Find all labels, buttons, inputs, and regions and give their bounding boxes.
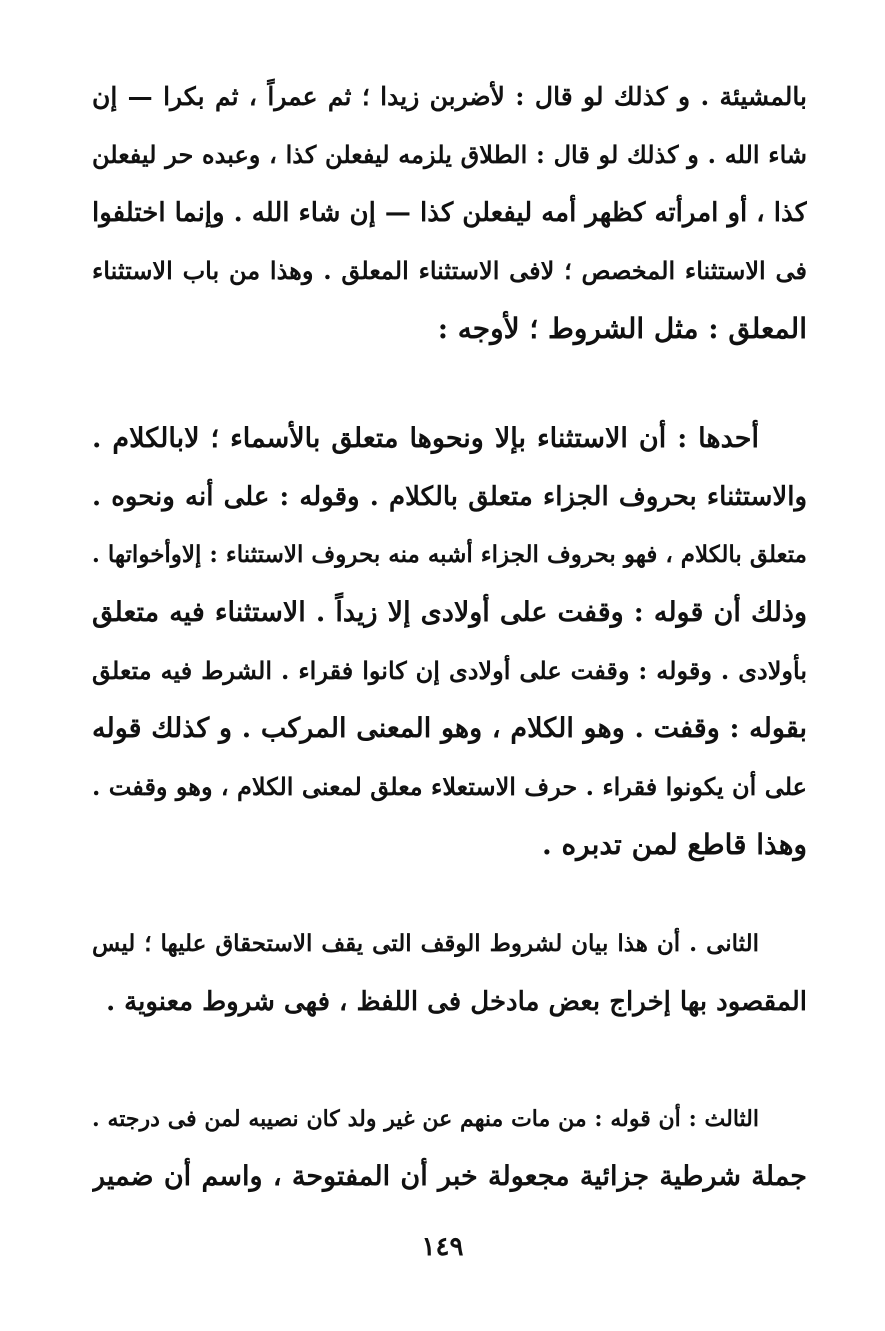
text-line: متعلق بالكلام ، فهو بحروف الجزاء أشبه منه بحروف الاستثناء : إلاوأخواتها . <box>92 541 807 568</box>
text-line: بأولادى . وقوله : وقفت على أولادى إن كانوا فقراء . الشرط فيه متعلق <box>92 656 807 685</box>
page-number: ١٤٩ <box>421 1232 464 1262</box>
paragraph-1 <box>92 68 807 358</box>
text-line: على أن يكونوا فقراء . حرف الاستعلاء معلق لمعنى الكلام ، وهو وقفت . <box>92 772 807 801</box>
text-line: وذلك أن قوله : وقفت على أولادى إلا زيداً . الاستثناء فيه متعلق <box>92 597 807 628</box>
text-line: شاء الله . و كذلك لو قال : الطلاق يلزمه ليفعلن كذا ، وعبده حر ليفعلن <box>92 140 807 169</box>
text-line: جملة شرطية جزائية مجعولة خبر أن المفتوحة ، واسم أن ضمير <box>92 1161 807 1192</box>
paragraph-4 <box>92 1090 807 1206</box>
text-line: الثالث : أن قوله : من مات منهم عن غير ولد كان نصيبه لمن فى درجته . <box>92 1106 759 1132</box>
text-line: المعلق : مثل الشروط ؛ لأوجه : <box>437 312 807 345</box>
text-line: أحدها : أن الاستثناء بإلا ونحوها متعلق بالأسماء ؛ لابالكلام . <box>92 423 759 454</box>
text-line: بالمشيئة . و كذلك لو قال : لأضربن زيدا ؛ ثم عمراً ، ثم بكرا — إن <box>92 82 807 111</box>
text-line: الثانى . أن هذا بيان لشروط الوقف التى يقف الاستحقاق عليها ؛ ليس <box>92 930 759 957</box>
text-line: كذا ، أو امرأته كظهر أمه ليفعلن كذا — إن شاء الله . وإنما اختلفوا <box>92 198 807 228</box>
text-line: فى الاستثناء المخصص ؛ لافى الاستثناء المعلق . وهذا من باب الاستثناء <box>92 256 807 285</box>
text-line: المقصود بها إخراج بعض مادخل فى اللفظ ، فهى شروط معنوية . <box>106 987 807 1017</box>
text-line: وهذا قاطع لمن تدبره . <box>541 828 807 861</box>
paragraph-3 <box>92 915 807 1031</box>
text-line: بقوله : وقفت . وهو الكلام ، وهو المعنى المركب . و كذلك قوله <box>92 713 807 744</box>
text-line: والاستثناء بحروف الجزاء متعلق بالكلام . وقوله : على أنه ونحوه . <box>92 482 807 512</box>
paragraph-2 <box>92 410 807 874</box>
